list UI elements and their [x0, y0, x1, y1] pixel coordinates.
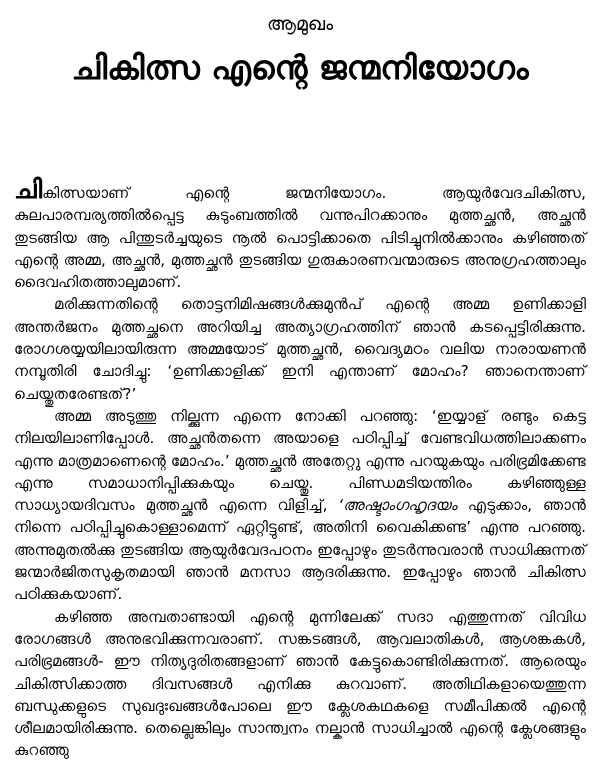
body-text	[14, 175, 586, 762]
paragraph-1-text: കിത്സയാണ് എന്റെ ജന്മനിയോഗം. ആയുർവേദചികിത്സ, കുലപാരമ്പര്യത്തിൽപ്പെട്ട കുടുംബത്തിൽ വന്നുപിറക്കാനും മുത്തച്ഛൻ, അച്ഛൻ തുടങ്ങിയ ആ പിന്തുടർച്ചയുടെ നൂൽ പൊട്ടിക്കാതെ പിടിച്ചുനിൽക്കാനും കഴിഞ്ഞത് എന്റെ അമ്മ, അച്ഛൻ, മുത്തച്ഛൻ തുടങ്ങിയ ഗുരുകാരണവന്മാരുടെ അനുഗ്രഹത്താലും ദൈവഹിതത്താലുമാണ്.	[14, 184, 586, 292]
paragraph-3-text-a: അമ്മ അടുത്തു നില്ക്കുന്ന എന്നെ നോക്കി പറഞ്ഞു: ‘ഇയ്യാള് രണ്ടും കെട്ട നിലയിലാണിപ്പോൾ. അച്ഛൻതന്നെ അയാളെ പഠിപ്പിച്ച് വേണ്ടവിധത്തിലാക്കണം എന്നു മാത്രമാണെന്റെ മോഹം.’ മുത്തച്ഛൻ അതേറ്റു എന്നു പറയുകയും പരിഭ്രമിക്കേണ്ട എന്നു സമാധാനിപ്പിക്കുകയും ചെയ്തു. പിണ്ഡമടിയന്തിരം കഴിഞ്ഞുള്ള സാധ്യായദിവസം മുത്തച്ഛൻ എന്നെ വിളിച്ച്,	[14, 406, 586, 515]
paragraph-2: മരിക്കുന്നതിന്റെ തൊട്ടനിമിഷങ്ങൾക്കുമുൻപ് എന്റെ അമ്മ ഉണിക്കാളി അന്തർജനം മുത്തച്ഛനെ അറിയിച്ച അത്യാഗ്രഹത്തിന് ഞാൻ കടപ്പെട്ടിരിക്കുന്നു. രോഗശയ്യയിലായിരുന്ന അമ്മയോട് മുത്തച്ഛൻ, വൈദ്യമഠം വലിയ നാരായണൻ നമ്പൂതിരി ചോദിച്ചു: ‘ഉണിക്കാളിക്ക് ഇനി എന്താണ് മോഹം? ഞാനെന്താണ് ചെയ്തുതരേണ്ടത്?’	[14, 295, 586, 403]
paragraph-4: കഴിഞ്ഞ അമ്പതാണ്ടായി എന്റെ മുന്നിലേക്ക് സദാ എത്തുന്നത് വിവിധ രോഗങ്ങൾ അനുഭവിക്കുന്നവരാണ്. സങ്കടങ്ങൾ, ആവലാതികൾ, ആശങ്കകൾ, പരിഭ്രമങ്ങൾ- ഈ നിത്യദുരിതങ്ങളാണ് ഞാൻ കേട്ടുകൊണ്ടിരിക്കുന്നത്. ആരെയും ചികിത്സിക്കാത്ത ദിവസങ്ങൾ എനിക്കു കുറവാണ്. അതിഥികളായെത്തുന്ന ബന്ധുക്കളുടെ സുഖദുഃഖങ്ങൾപോലെ ഈ ക്ലേശകഥകളെ സമീപിക്കൽ എന്റെ ശീലമായിരിക്കുന്നു. തെല്ലെങ്കിലും സാന്ത്വനം നല്കാൻ സാധിച്ചാൽ എന്റെ ക്ലേശങ്ങളും കുറഞ്ഞു	[14, 607, 586, 760]
page-title: ചികിത്സ എന്റെ ജന്മനിയോഗം	[71, 48, 529, 87]
paragraph-1	[14, 175, 586, 293]
section-kicker: ആമുഖം	[266, 13, 334, 35]
paragraph-3	[14, 405, 586, 606]
book-title-italic: ‘അഷ്ടാംഗഹൃദയം	[338, 496, 458, 515]
drop-cap: ചി	[14, 175, 43, 205]
paragraph-3-text-b: എടുക്കാം, ഞാൻ നിന്നെ പഠിപ്പിച്ചുകൊള്ളാമെന്ന് ഏറ്റിട്ടുണ്ട്, അതിനി വൈകിക്കണ്ട’ എന്നു പറഞ്ഞു. അന്നുമുതൽക്കു തുടങ്ങിയ ആയുർവേദപഠനം ഇപ്പോഴും തുടർന്നുവരാൻ സാധിക്കുന്നത് ജന്മാർജിതസുകൃതമായി ഞാൻ മനസാ ആദരിക്കുന്നു. ഇപ്പോഴും ഞാൻ ചികിത്സ പഠിക്കുകയാണ്.	[14, 496, 586, 604]
